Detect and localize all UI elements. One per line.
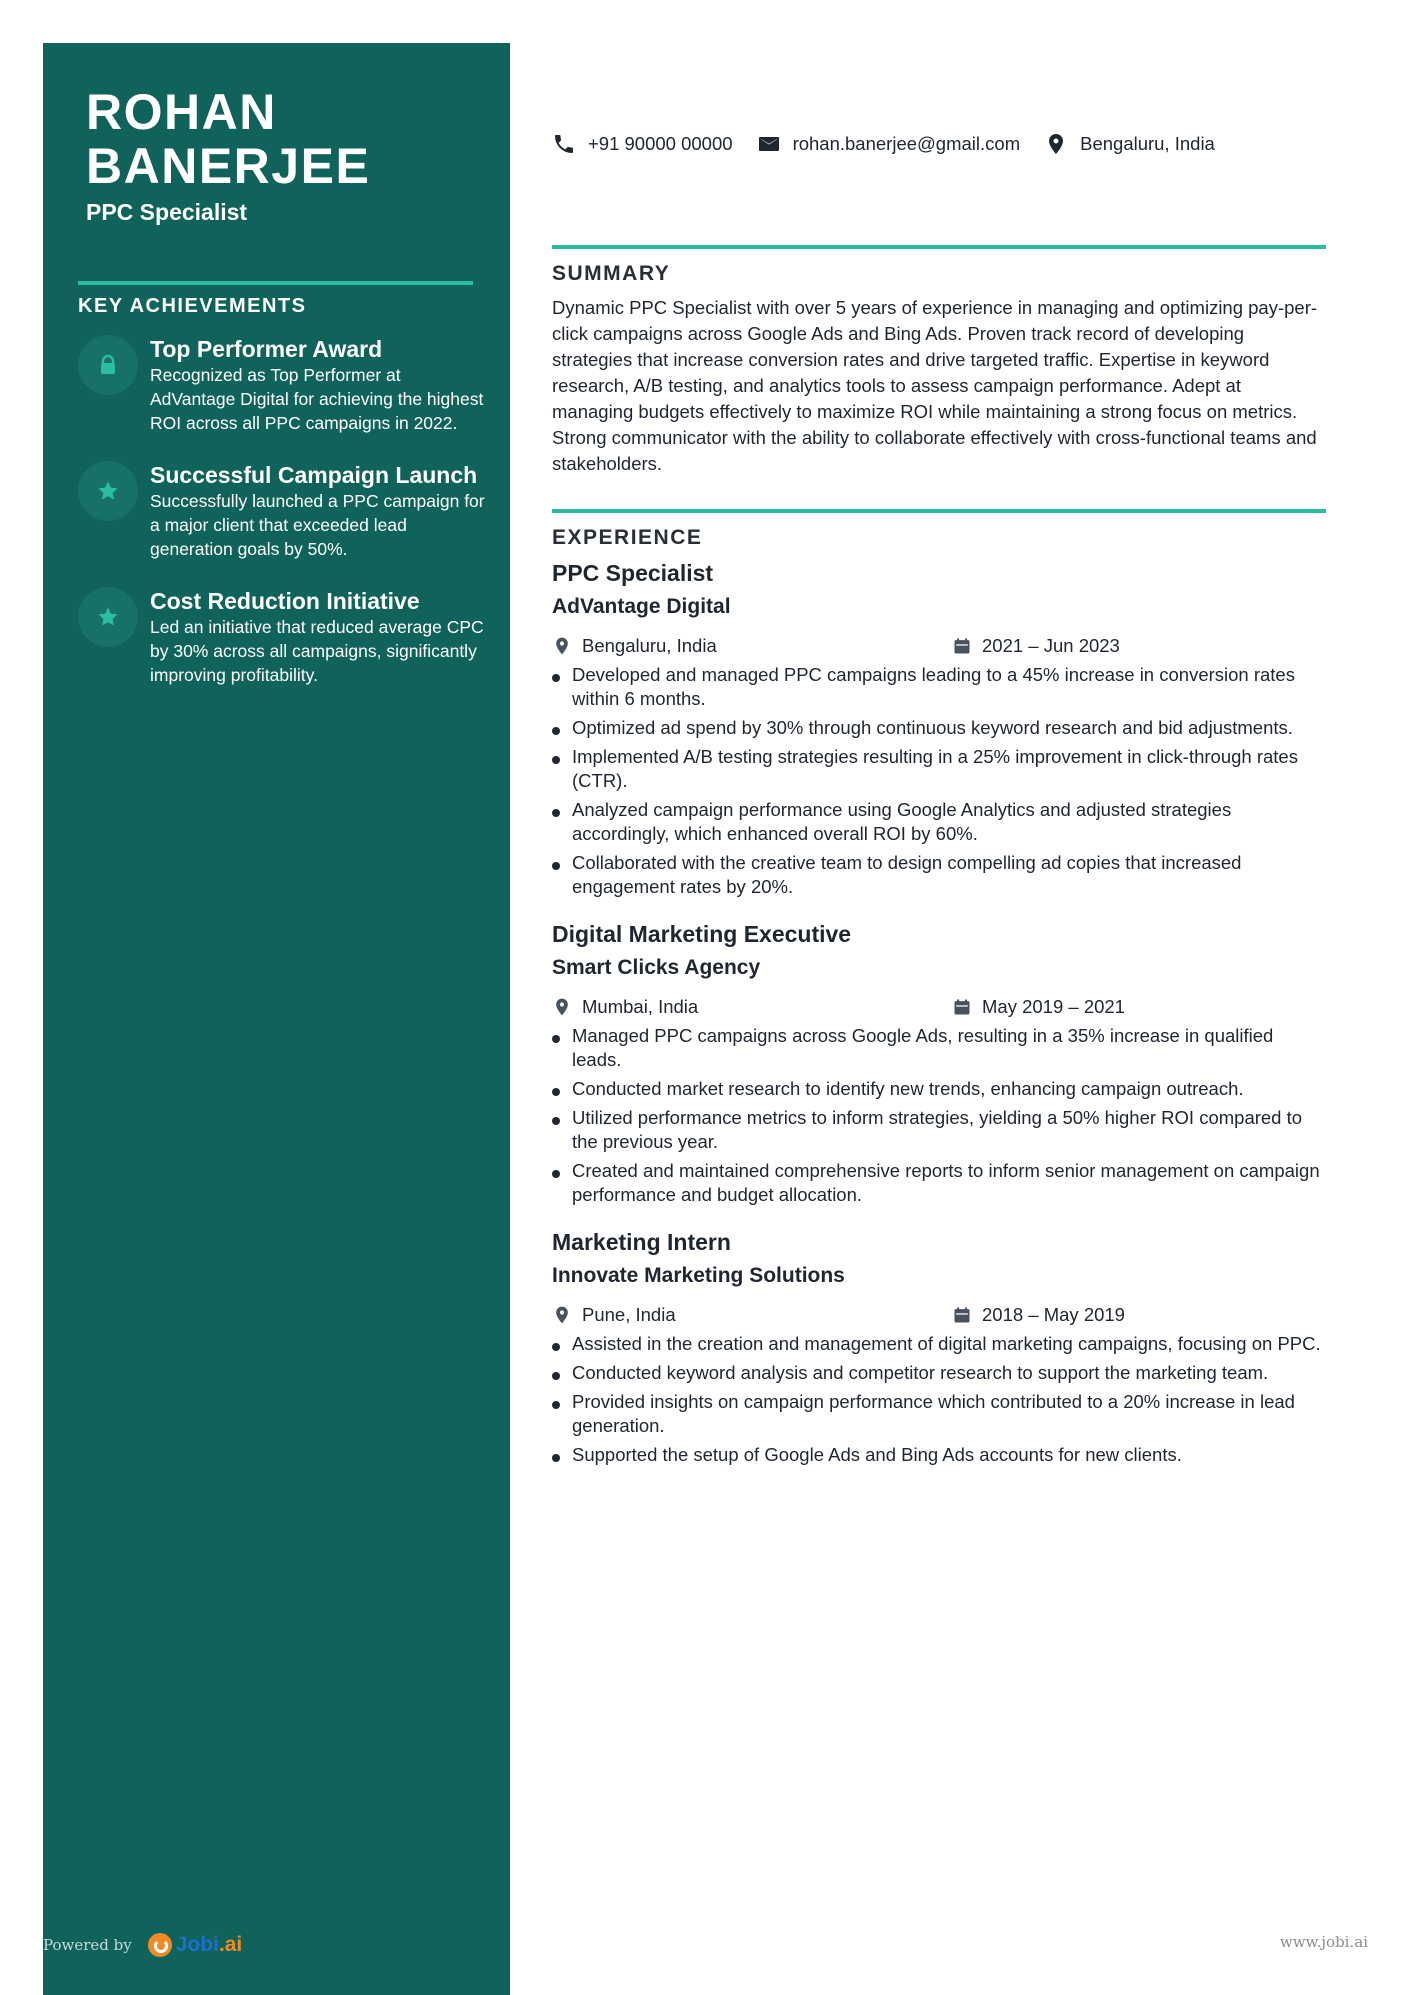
summary-heading: SUMMARY bbox=[552, 262, 671, 285]
calendar-icon bbox=[952, 1305, 972, 1325]
location-pin-icon bbox=[1044, 132, 1068, 156]
company-name: Smart Clicks Agency bbox=[552, 956, 761, 979]
job-title: Marketing Intern bbox=[552, 1229, 731, 1255]
email-text: rohan.banerjee@gmail.com bbox=[792, 133, 1021, 154]
bullet-item: Conducted keyword analysis and competitor research to support the marketing team. bbox=[552, 1361, 1326, 1385]
bullet-item: Provided insights on campaign performance which contributed to a 20% increase in lead generation. bbox=[552, 1390, 1326, 1438]
job-bullets bbox=[552, 663, 1326, 899]
achievement-item bbox=[78, 587, 488, 687]
job-meta bbox=[552, 635, 1326, 657]
achievement-title: Cost Reduction Initiative bbox=[150, 588, 420, 614]
bullet-item: Developed and managed PPC campaigns leading to a 45% increase in conversion rates within 6 months. bbox=[552, 663, 1326, 711]
mail-icon bbox=[757, 132, 781, 156]
company-name: AdVantage Digital bbox=[552, 595, 731, 618]
job-title: PPC Specialist bbox=[552, 560, 714, 586]
job-meta bbox=[552, 996, 1326, 1018]
first-name: ROHAN bbox=[86, 84, 277, 140]
job-entry bbox=[552, 1229, 1326, 1467]
calendar-icon bbox=[952, 997, 972, 1017]
achievement-item bbox=[78, 335, 488, 435]
location-pin-icon bbox=[552, 1305, 572, 1325]
bullet-item: Analyzed campaign performance using Google Analytics and adjusted strategies accordingly, which enhanced overall ROI by 60%. bbox=[552, 798, 1326, 846]
job-location: Mumbai, India bbox=[552, 996, 952, 1018]
achievement-item bbox=[78, 461, 488, 561]
experience-heading: EXPERIENCE bbox=[552, 526, 703, 549]
bullet-item: Managed PPC campaigns across Google Ads, resulting in a 35% increase in qualified leads. bbox=[552, 1024, 1326, 1072]
job-bullets bbox=[552, 1332, 1326, 1467]
star-icon bbox=[78, 587, 138, 647]
experience-section bbox=[552, 509, 1326, 1467]
job-dates: 2018 – May 2019 bbox=[952, 1304, 1125, 1326]
achievement-description: Led an initiative that reduced average CPC by 30% across all campaigns, significantly improving profitability. bbox=[150, 617, 484, 685]
experience-divider bbox=[552, 509, 1326, 513]
phone-icon bbox=[552, 132, 576, 156]
job-entry bbox=[552, 560, 1326, 899]
star-icon bbox=[78, 461, 138, 521]
achievement-title: Successful Campaign Launch bbox=[150, 462, 478, 488]
contact-location bbox=[1044, 132, 1215, 156]
summary-divider bbox=[552, 245, 1326, 249]
jobi-logo[interactable] bbox=[148, 1933, 243, 1957]
bullet-item: Conducted market research to identify new trends, enhancing campaign outreach. bbox=[552, 1077, 1326, 1101]
contact-bar bbox=[552, 120, 1326, 168]
job-meta bbox=[552, 1304, 1326, 1326]
location-pin-icon bbox=[552, 997, 572, 1017]
achievements-heading: KEY ACHIEVEMENTS bbox=[78, 295, 307, 317]
job-entry bbox=[552, 921, 1326, 1207]
achievement-description: Recognized as Top Performer at AdVantage Digital for achieving the highest ROI across all PPC campaigns in 2022. bbox=[150, 365, 484, 433]
job-dates: 2021 – Jun 2023 bbox=[952, 635, 1120, 657]
location-pin-icon bbox=[552, 636, 572, 656]
jobi-logo-icon bbox=[148, 1933, 172, 1957]
bullet-item: Utilized performance metrics to inform strategies, yielding a 50% higher ROI compared to the previous year. bbox=[552, 1106, 1326, 1154]
bullet-item: Created and maintained comprehensive reports to inform senior management on campaign performance and budget allocation. bbox=[552, 1159, 1326, 1207]
lock-icon bbox=[78, 335, 138, 395]
job-bullets bbox=[552, 1024, 1326, 1207]
summary-text: Dynamic PPC Specialist with over 5 years of experience in managing and optimizing pay-per-click campaigns across Google Ads and Bing Ads. Proven track record of developing strategies that increase conversion rates and drive targeted traffic. Expertise in keyword research, A/B testing, and analytics tools to assess campaign performance. Adept at managing budgets effectively to maximize ROI while maintaining a strong focus on metrics. Strong communicator with the ability to collaborate effectively with cross-functional teams and stakeholders. bbox=[552, 297, 1318, 474]
contact-phone[interactable] bbox=[552, 132, 733, 156]
job-title: Digital Marketing Executive bbox=[552, 921, 852, 947]
bullet-item: Assisted in the creation and management of digital marketing campaigns, focusing on PPC. bbox=[552, 1332, 1326, 1356]
contact-email[interactable] bbox=[757, 132, 1021, 156]
achievement-title: Top Performer Award bbox=[150, 336, 383, 362]
last-name: BANERJEE bbox=[86, 138, 371, 194]
summary-section bbox=[552, 245, 1326, 477]
main-content bbox=[552, 120, 1326, 1472]
sidebar bbox=[43, 43, 510, 1995]
powered-by bbox=[43, 1933, 242, 1957]
candidate-name bbox=[86, 85, 370, 193]
bullet-item: Collaborated with the creative team to design compelling ad copies that increased engagement rates by 20%. bbox=[552, 851, 1326, 899]
job-location: Pune, India bbox=[552, 1304, 952, 1326]
bullet-item: Supported the setup of Google Ads and Bing Ads accounts for new clients. bbox=[552, 1443, 1326, 1467]
achievement-description: Successfully launched a PPC campaign for a major client that exceeded lead generation goals by 50%. bbox=[150, 491, 485, 559]
job-location: Bengaluru, India bbox=[552, 635, 952, 657]
calendar-icon bbox=[952, 636, 972, 656]
bullet-item: Optimized ad spend by 30% through continuous keyword research and bid adjustments. bbox=[552, 716, 1326, 740]
powered-by-label: Powered by bbox=[43, 1936, 132, 1954]
jobi-logo-text: Jobi.ai bbox=[175, 1933, 243, 1956]
achievements-list bbox=[78, 335, 488, 713]
location-text: Bengaluru, India bbox=[1080, 133, 1215, 154]
bullet-item: Implemented A/B testing strategies resulting in a 25% improvement in click-through rates (CTR). bbox=[552, 745, 1326, 793]
sidebar-divider bbox=[78, 281, 473, 285]
phone-text: +91 90000 00000 bbox=[588, 133, 733, 154]
job-dates: May 2019 – 2021 bbox=[952, 996, 1125, 1018]
company-name: Innovate Marketing Solutions bbox=[552, 1264, 845, 1287]
job-role: PPC Specialist bbox=[86, 199, 248, 225]
footer-site-link[interactable]: www.jobi.ai bbox=[1279, 1933, 1368, 1951]
